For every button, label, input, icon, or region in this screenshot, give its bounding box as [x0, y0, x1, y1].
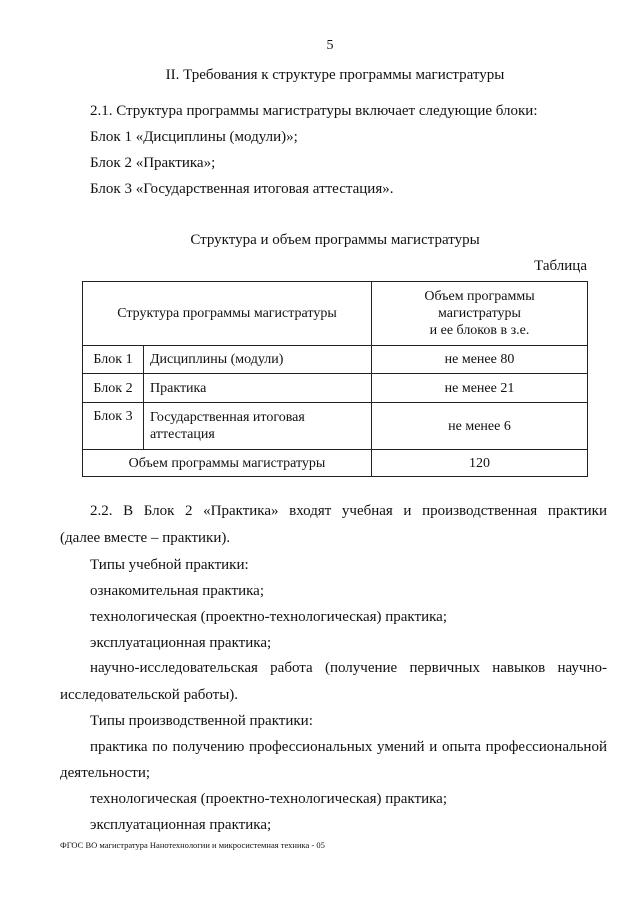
production-type-item: эксплуатационная практика; [90, 817, 272, 833]
table-row [83, 346, 588, 374]
block-cell: Блок 3 [83, 403, 144, 450]
block-cell: Блок 2 [83, 374, 144, 403]
header-volume-line: Объем программы [424, 289, 535, 304]
training-types-heading: Типы учебной практики: [90, 557, 249, 573]
total-value-cell: 120 [372, 450, 588, 477]
table-header-row [83, 282, 588, 346]
research-work-line: научно-исследовательская работа (получение первичных навыков научно- [90, 660, 607, 676]
research-work-line: исследовательской работы). [60, 687, 239, 703]
table-label: Таблица [534, 258, 587, 274]
production-practice-line: практика по получению профессиональных умений и опыта профессиональной [90, 739, 607, 755]
training-type-item: ознакомительная практика; [90, 583, 264, 599]
page-number: 5 [326, 38, 334, 53]
block-cell: Блок 1 [83, 346, 144, 374]
header-volume-cell [372, 282, 588, 346]
clause-2-1: 2.1. Структура программы магистратуры включает следующие блоки: [90, 103, 538, 119]
table-total-row [83, 450, 588, 477]
production-practice-line: деятельности; [60, 765, 151, 781]
volume-cell: не менее 80 [372, 346, 588, 374]
clause-2-2-line: (далее вместе – практики). [60, 530, 231, 546]
volume-cell: не менее 21 [372, 374, 588, 403]
training-type-item: технологическая (проектно-технологическая) практика; [90, 609, 447, 625]
total-label-cell: Объем программы магистратуры [83, 450, 372, 477]
table-row [83, 374, 588, 403]
page-footer: ФГОС ВО магистратура Нанотехнологии и микросистемная техника - 05 [60, 840, 325, 850]
block-name-cell: Дисциплины (модули) [144, 346, 372, 374]
block-name-cell: Практика [144, 374, 372, 403]
training-type-item: эксплуатационная практика; [90, 635, 272, 651]
table-title: Структура и объем программы магистратуры [190, 232, 480, 248]
production-types-heading: Типы производственной практики: [90, 713, 313, 729]
header-structure-cell: Структура программы магистратуры [83, 282, 372, 346]
volume-cell: не менее 6 [372, 403, 588, 450]
header-volume-line: и ее блоков в з.е. [429, 323, 530, 338]
section-heading: II. Требования к структуре программы магистратуры [165, 67, 505, 83]
production-type-item: технологическая (проектно-технологическая) практика; [90, 791, 447, 807]
table-row [83, 403, 588, 450]
block-name-cell [144, 403, 372, 450]
header-volume-line: магистратуры [438, 306, 521, 321]
block-list-item: Блок 3 «Государственная итоговая аттестация». [90, 181, 394, 197]
block-name-line: аттестация [150, 427, 215, 442]
block-name-line: Государственная итоговая [150, 410, 305, 425]
clause-2-2-line: 2.2. В Блок 2 «Практика» входят учебная и производственная практики [90, 503, 607, 519]
block-list-item: Блок 1 «Дисциплины (модули)»; [90, 129, 298, 145]
program-structure-table [82, 281, 588, 477]
block-list-item: Блок 2 «Практика»; [90, 155, 216, 171]
